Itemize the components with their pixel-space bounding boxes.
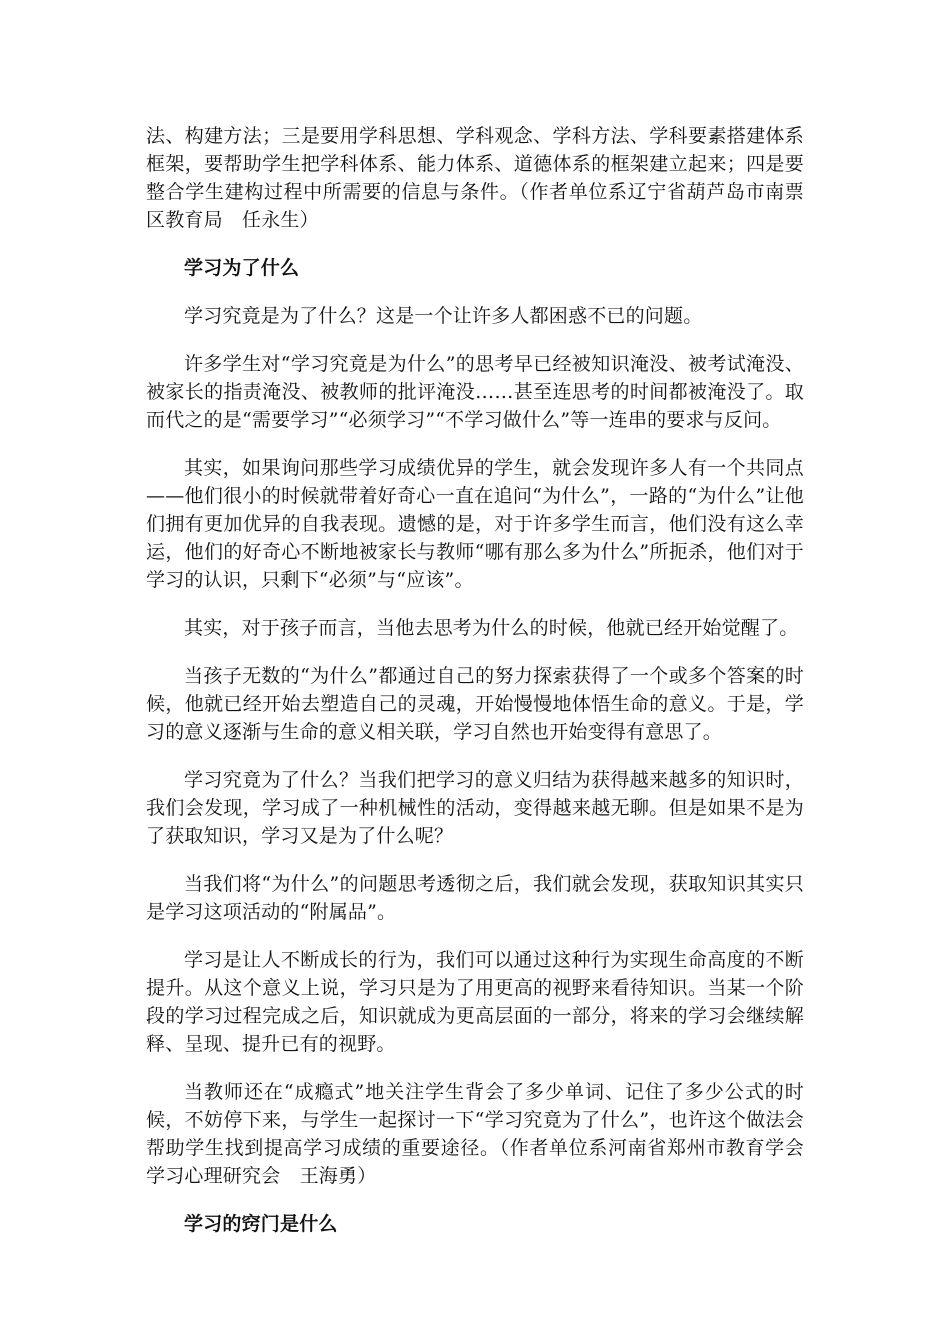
paragraph: 其实，如果询问那些学习成绩优异的学生，就会发现许多人有一个共同点——他们很小的时候就带着好奇心一直在追问“为什么”，一路的“为什么”让他们拥有更加优异的自我表现。遗憾的是，对于许多学生而言，他们没有这么幸运，他们的好奇心不断地被家长与教师“哪有那么多为什么”所扼杀，他们对于学习的认识，只剩下“必须”与“应该”。	[146, 457, 804, 591]
paragraph: 学习究竟是为了什么？这是一个让许多人都困惑不已的问题。	[184, 305, 703, 327]
paragraph: 其实，对于孩子而言，当他去思考为什么的时候，他就已经开始觉醒了。	[184, 617, 799, 639]
paragraph: 当孩子无数的“为什么”都通过自己的努力探索获得了一个或多个答案的时候，他就已经开始去塑造自己的灵魂，开始慢慢地体悟生命的意义。于是，学习的意义逐渐与生命的意义相关联，学习自然也开始变得有意思了。	[146, 665, 804, 743]
section-heading-learning-tips: 学习的窍门是什么	[184, 1213, 338, 1235]
paragraph: 学习究竟为了什么？当我们把学习的意义归结为获得越来越多的知识时，我们会发现，学习成了一种机械性的活动，变得越来越无聊。但是如果不是为了获取知识，学习又是为了什么呢？	[146, 769, 804, 847]
paragraph: 学习是让人不断成长的行为，我们可以通过这种行为实现生命高度的不断提升。从这个意义上说，学习只是为了用更高的视野来看待知识。当某一个阶段的学习过程完成之后，知识就成为更高层面的一部分，将来的学习会继续解释、呈现、提升已有的视野。	[146, 949, 804, 1055]
paragraph: 许多学生对“学习究竟是为什么”的思考早已经被知识淹没、被考试淹没、被家长的指责淹没、被教师的批评淹没……甚至连思考的时间都被淹没了。取而代之的是“需要学习”“必须学习”“不学习做什么”等一连串的要求与反问。	[146, 353, 804, 431]
section-heading-why-learn: 学习为了什么	[184, 257, 300, 279]
paragraph-continued: 法、构建方法；三是要用学科思想、学科观念、学科方法、学科要素搭建体系框架，要帮助学生把学科体系、能力体系、道德体系的框架建立起来；四是要整合学生建构过程中所需要的信息与条件。（作者单位系辽宁省葫芦岛市南票区教育局 任永生）	[146, 125, 804, 231]
paragraph: 当我们将“为什么”的问题思考透彻之后，我们就会发现，获取知识其实只是学习这项活动的“附属品”。	[146, 873, 804, 923]
paragraph: 当教师还在“成瘾式”地关注学生背会了多少单词、记住了多少公式的时候，不妨停下来，与学生一起探讨一下“学习究竟为了什么”，也许这个做法会帮助学生找到提高学习成绩的重要途径。（作者单位系河南省郑州市教育学会学习心理研究会 王海勇）	[146, 1081, 804, 1187]
document-page	[146, 122, 804, 1258]
